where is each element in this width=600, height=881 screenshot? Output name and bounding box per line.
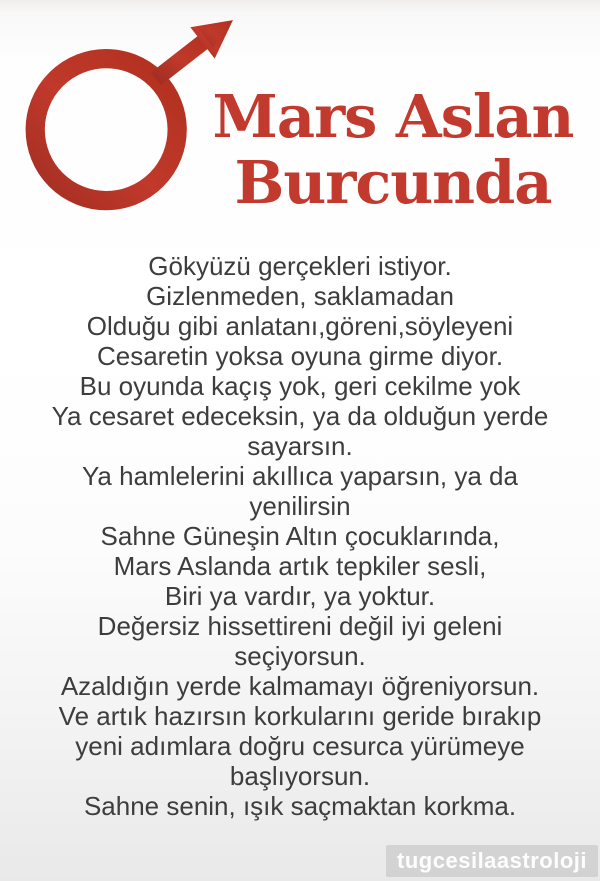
page-title-line-2: Burcunda: [234, 148, 552, 217]
poem-line: yeni adımlara doğru cesurca yürümeye: [75, 731, 525, 761]
poem-line: Azaldığın yerde kalmamayı öğreniyorsun.: [60, 671, 540, 701]
poem-text: [0, 251, 600, 821]
poem-line: Ya hamlelerini akıllıca yaparsın, ya da: [82, 461, 518, 491]
poem-line: Cesaretin yoksa oyuna girme diyor.: [96, 341, 504, 371]
poem-line: Ve artık hazırsın korkularını geride bırakıp: [58, 701, 542, 731]
poem-line: Değersiz hissettireni değil iyi geleni: [97, 611, 503, 641]
poem-line: Ya cesaret edeceksin, ya da olduğun yerde: [51, 401, 549, 431]
poem-line: seçiyorsun.: [234, 641, 366, 671]
poem-line: yenilirsin: [249, 491, 351, 521]
poem-line: başlıyorsun.: [229, 761, 371, 791]
poem-line: Sahne Güneşin Altın çocuklarında,: [100, 521, 500, 551]
poem-line: sayarsın.: [247, 431, 353, 461]
poem-line: Sahne senin, ışık saçmaktan korkma.: [83, 791, 517, 821]
page-title: [192, 84, 594, 216]
poem-line: Olduğu gibi anlatanı,göreni,söyleyeni: [86, 311, 514, 341]
poem-line: Biri ya vardır, ya yoktur.: [164, 581, 436, 611]
poem-line: Gizlenmeden, saklamadan: [146, 281, 454, 311]
watermark-badge: tugcesilaastroloji: [386, 845, 598, 877]
page-title-line-1: Mars Aslan: [212, 82, 574, 151]
poem-line: Gökyüzü gerçekleri istiyor.: [148, 251, 452, 281]
poem-line: Mars Aslanda artık tepkiler sesli,: [113, 551, 487, 581]
header: [0, 0, 600, 245]
poem-line: Bu oyunda kaçış yok, geri cekilme yok: [79, 371, 521, 401]
